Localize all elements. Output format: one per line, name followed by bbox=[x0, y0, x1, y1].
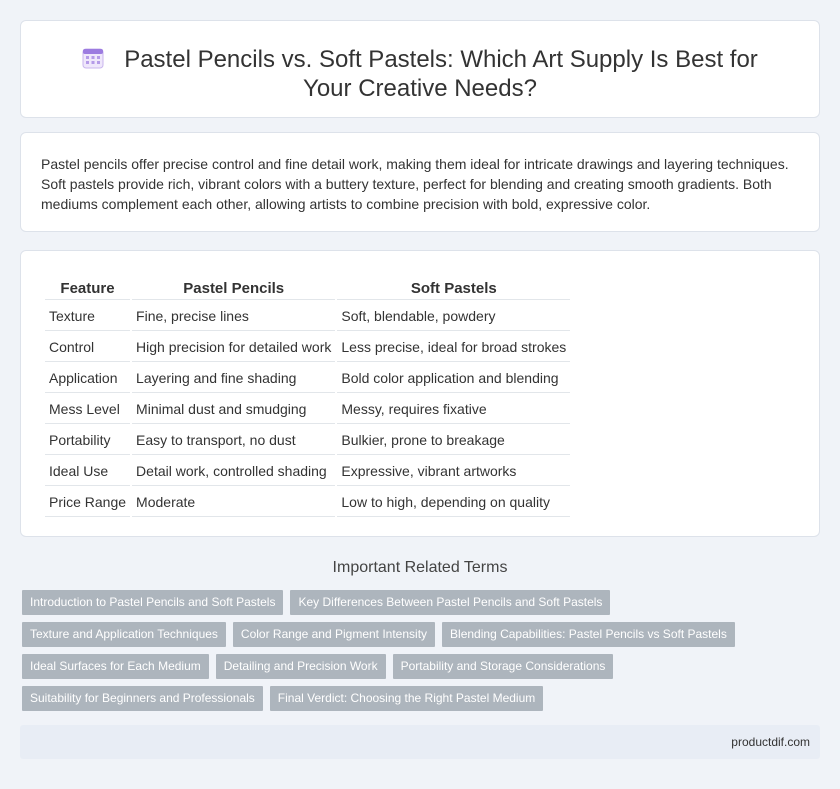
header-soft-pastels: Soft Pastels bbox=[337, 277, 570, 300]
comparison-table bbox=[43, 275, 572, 519]
calendar-icon bbox=[82, 47, 104, 69]
tag-row bbox=[22, 590, 610, 615]
cell-pastel-pencils: Moderate bbox=[132, 488, 335, 517]
related-terms-heading: Important Related Terms bbox=[332, 559, 508, 576]
cell-pastel-pencils: Minimal dust and smudging bbox=[132, 395, 335, 424]
table-row bbox=[45, 426, 570, 455]
cell-feature: Control bbox=[45, 333, 130, 362]
comparison-card bbox=[20, 250, 820, 537]
tag-link[interactable]: Color Range and Pigment Intensity bbox=[233, 622, 435, 647]
intro-card bbox=[20, 132, 820, 232]
intro-text: Pastel pencils offer precise control and fine detail work, making them ideal for intricate drawings and layering techniques. Soft pastels provide rich, vibrant colors with a buttery texture, perfect for blending and creating smooth gradients. Both mediums complement each other, allowing artists to combine precision with bold, expressive color. bbox=[41, 156, 789, 212]
tag-link[interactable]: Suitability for Beginners and Professionals bbox=[22, 686, 263, 711]
cell-soft-pastels: Low to high, depending on quality bbox=[337, 488, 570, 517]
tag-row bbox=[22, 654, 613, 679]
cell-soft-pastels: Soft, blendable, powdery bbox=[337, 302, 570, 331]
page-title-text: Pastel Pencils vs. Soft Pastels: Which Art Supply Is Best for Your Creative Needs? bbox=[124, 46, 758, 102]
table-row bbox=[45, 395, 570, 424]
tag-link[interactable]: Final Verdict: Choosing the Right Pastel Medium bbox=[270, 686, 543, 711]
tag-row bbox=[22, 686, 543, 711]
table-row bbox=[45, 364, 570, 393]
table-row bbox=[45, 457, 570, 486]
title-card bbox=[20, 20, 820, 118]
cell-pastel-pencils: High precision for detailed work bbox=[132, 333, 335, 362]
cell-feature: Ideal Use bbox=[45, 457, 130, 486]
cell-feature: Mess Level bbox=[45, 395, 130, 424]
tag-link[interactable]: Key Differences Between Pastel Pencils and Soft Pastels bbox=[290, 590, 610, 615]
page-title bbox=[61, 45, 779, 103]
footer bbox=[20, 725, 820, 759]
cell-pastel-pencils: Easy to transport, no dust bbox=[132, 426, 335, 455]
cell-feature: Portability bbox=[45, 426, 130, 455]
tag-row bbox=[22, 622, 735, 647]
cell-pastel-pencils: Detail work, controlled shading bbox=[132, 457, 335, 486]
cell-feature: Application bbox=[45, 364, 130, 393]
table-row bbox=[45, 333, 570, 362]
tag-link[interactable]: Texture and Application Techniques bbox=[22, 622, 226, 647]
tag-link[interactable]: Detailing and Precision Work bbox=[216, 654, 386, 679]
tag-link[interactable]: Ideal Surfaces for Each Medium bbox=[22, 654, 209, 679]
table-row bbox=[45, 488, 570, 517]
cell-soft-pastels: Bold color application and blending bbox=[337, 364, 570, 393]
cell-feature: Price Range bbox=[45, 488, 130, 517]
cell-soft-pastels: Expressive, vibrant artworks bbox=[337, 457, 570, 486]
table-header-row bbox=[45, 277, 570, 300]
cell-soft-pastels: Bulkier, prone to breakage bbox=[337, 426, 570, 455]
tag-link[interactable]: Portability and Storage Considerations bbox=[393, 654, 614, 679]
tag-link[interactable]: Introduction to Pastel Pencils and Soft Pastels bbox=[22, 590, 283, 615]
tag-link[interactable]: Blending Capabilities: Pastel Pencils vs Soft Pastels bbox=[442, 622, 735, 647]
cell-soft-pastels: Messy, requires fixative bbox=[337, 395, 570, 424]
table-row bbox=[45, 302, 570, 331]
cell-pastel-pencils: Layering and fine shading bbox=[132, 364, 335, 393]
cell-soft-pastels: Less precise, ideal for broad strokes bbox=[337, 333, 570, 362]
footer-site: productdif.com bbox=[731, 735, 810, 749]
cell-pastel-pencils: Fine, precise lines bbox=[132, 302, 335, 331]
header-feature: Feature bbox=[45, 277, 130, 300]
cell-feature: Texture bbox=[45, 302, 130, 331]
header-pastel-pencils: Pastel Pencils bbox=[132, 277, 335, 300]
